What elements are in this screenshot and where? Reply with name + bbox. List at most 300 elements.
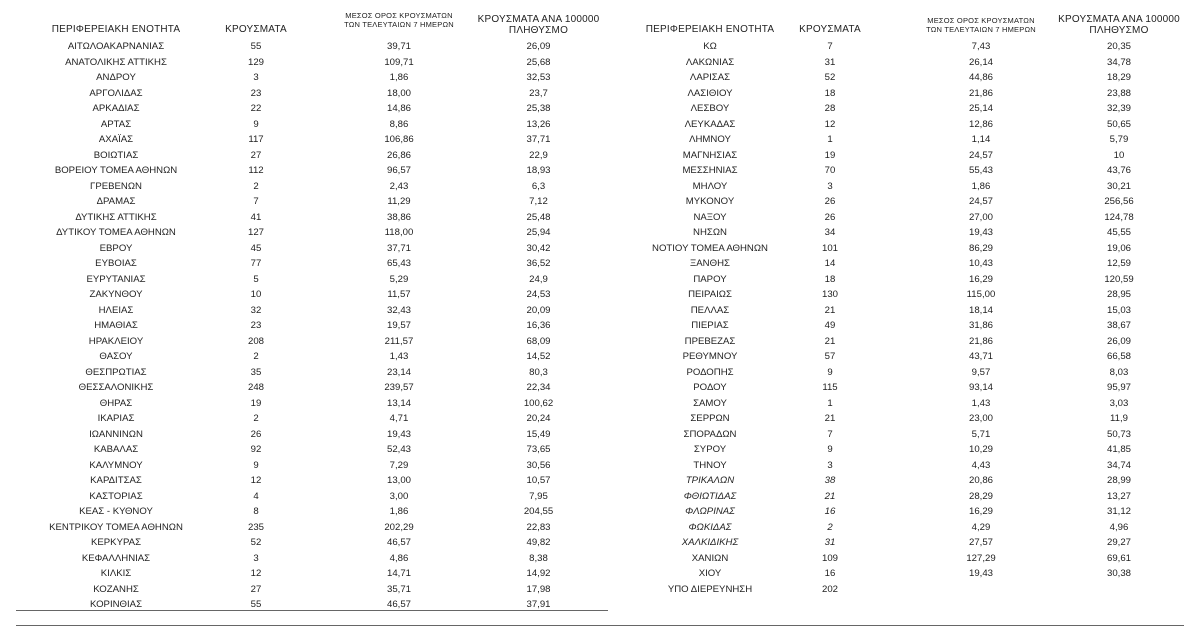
cell-region: ΑΡΤΑΣ xyxy=(100,118,132,130)
cell-avg: 21,86 xyxy=(968,335,993,347)
cell-per-100k: 22,34 xyxy=(526,382,551,393)
table-row xyxy=(16,349,608,365)
cell-cases: 2 xyxy=(827,521,833,533)
cell-avg: 1,86 xyxy=(389,72,409,83)
cell-avg: 5,71 xyxy=(971,428,991,440)
cell-region: ΚΑΒΑΛΑΣ xyxy=(93,444,139,455)
cell-region: ΑΧΑΪΑΣ xyxy=(98,134,134,145)
cell-avg: 93,14 xyxy=(968,382,993,393)
table-row xyxy=(610,582,1184,598)
table-header xyxy=(16,8,608,38)
table-row xyxy=(16,117,608,133)
cell-avg: 13,00 xyxy=(386,475,411,486)
cell-avg: 14,71 xyxy=(386,568,411,579)
cell-avg: 38,86 xyxy=(386,211,411,223)
cell-cases: 3 xyxy=(253,552,259,564)
table-row xyxy=(16,303,608,319)
header-per-line2: ΠΛΗΘΥΣΜΟ xyxy=(1089,25,1149,36)
cell-per-100k: 20,24 xyxy=(526,413,551,424)
table-row xyxy=(16,132,608,148)
cell-avg: 4,29 xyxy=(971,521,991,533)
cell-cases: 10 xyxy=(250,289,262,300)
cell-region: ΜΥΚΟΝΟΥ xyxy=(685,196,735,207)
cell-region: ΛΕΥΚΑΔΑΣ xyxy=(684,118,736,130)
cell-avg: 26,14 xyxy=(968,56,993,68)
left-rows xyxy=(16,39,608,613)
cell-per-100k: 6,3 xyxy=(531,180,546,192)
cell-per-100k: 10 xyxy=(1113,149,1125,161)
cell-region: ΙΚΑΡΙΑΣ xyxy=(97,413,135,424)
cell-region: ΙΩΑΝΝΙΝΩΝ xyxy=(89,428,143,440)
header-region: ΠΕΡΙΦΕΡΕΙΑΚΗ ΕΝΟΤΗΤΑ xyxy=(645,24,775,35)
cell-avg: 37,71 xyxy=(386,242,411,254)
cell-avg: 8,86 xyxy=(389,118,409,130)
right-table xyxy=(610,8,1184,595)
cell-per-100k: 204,55 xyxy=(523,506,554,517)
table-row xyxy=(16,582,608,598)
cell-per-100k: 4,96 xyxy=(1109,521,1129,533)
cell-per-100k: 69,61 xyxy=(1106,552,1131,564)
cell-region: ΕΥΡΥΤΑΝΙΑΣ xyxy=(86,273,146,285)
cell-region: ΣΕΡΡΩΝ xyxy=(690,413,730,424)
cell-cases: 31 xyxy=(824,56,836,68)
cell-per-100k: 15,03 xyxy=(1106,304,1131,316)
cell-region: ΣΥΡΟΥ xyxy=(693,444,727,455)
cell-per-100k: 32,53 xyxy=(526,72,551,83)
cell-region: ΚΙΛΚΙΣ xyxy=(100,568,132,579)
table-row xyxy=(610,210,1184,226)
cell-region: ΡΟΔΟΥ xyxy=(693,382,727,393)
cell-cases: 70 xyxy=(824,165,836,176)
cell-avg: 18,14 xyxy=(968,304,993,316)
cell-cases: 12 xyxy=(250,475,262,486)
cell-per-100k: 50,73 xyxy=(1106,428,1131,440)
cell-region: ΚΑΡΔΙΤΣΑΣ xyxy=(90,475,142,486)
cell-avg: 1,86 xyxy=(971,180,991,192)
header-cases: ΚΡΟΥΣΜΑΤΑ xyxy=(225,24,287,35)
table-row xyxy=(610,55,1184,71)
cell-avg: 28,29 xyxy=(968,490,993,502)
cell-cases: 9 xyxy=(827,366,833,378)
cell-region: ΚΕΡΚΥΡΑΣ xyxy=(90,537,141,548)
cell-region: ΘΕΣΣΑΛΟΝΙΚΗΣ xyxy=(78,382,154,393)
cell-per-100k: 22,83 xyxy=(526,521,551,533)
cell-cases: 49 xyxy=(824,320,836,331)
cell-avg: 12,86 xyxy=(968,118,993,130)
header-cases-per-100k xyxy=(471,14,606,36)
cell-avg: 211,57 xyxy=(384,335,414,347)
cell-avg: 46,57 xyxy=(386,599,411,610)
table-row xyxy=(16,380,608,396)
table-row xyxy=(16,272,608,288)
header-region: ΠΕΡΙΦΕΡΕΙΑΚΗ ΕΝΟΤΗΤΑ xyxy=(51,24,181,35)
cell-avg: 65,43 xyxy=(386,258,411,269)
table-row xyxy=(610,101,1184,117)
cell-per-100k: 50,65 xyxy=(1106,118,1131,130)
cell-avg: 27,57 xyxy=(968,537,993,548)
cell-region: ΦΩΚΙΔΑΣ xyxy=(688,521,732,533)
cell-avg: 39,71 xyxy=(386,41,411,52)
cell-cases: 2 xyxy=(253,351,259,362)
cell-per-100k: 26,09 xyxy=(1106,335,1131,347)
cell-avg: 20,86 xyxy=(968,475,993,486)
cell-avg: 11,57 xyxy=(387,289,411,300)
table-row xyxy=(610,504,1184,520)
cell-region: ΛΑΚΩΝΙΑΣ xyxy=(685,56,735,68)
cell-region: ΘΗΡΑΣ xyxy=(99,397,133,409)
cell-per-100k: 66,58 xyxy=(1106,351,1131,362)
table-row xyxy=(16,179,608,195)
cell-region: ΞΑΝΘΗΣ xyxy=(690,258,730,269)
cell-avg: 10,43 xyxy=(968,258,993,269)
header-per-line1: ΚΡΟΥΣΜΑΤΑ ΑΝΑ 100000 xyxy=(477,14,600,25)
cell-cases: 14 xyxy=(824,258,836,269)
cell-per-100k: 12,59 xyxy=(1106,258,1131,269)
cell-region: ΠΕΛΛΑΣ xyxy=(690,304,730,316)
cell-cases: 112 xyxy=(248,165,264,176)
cell-per-100k: 73,65 xyxy=(526,444,551,455)
cell-per-100k: 124,78 xyxy=(1104,211,1134,223)
table-row xyxy=(16,287,608,303)
cell-per-100k: 30,21 xyxy=(1106,180,1131,192)
table-row xyxy=(610,427,1184,443)
cell-cases: 28 xyxy=(824,103,836,114)
table-row xyxy=(610,148,1184,164)
cell-region: ΠΑΡΟΥ xyxy=(693,273,727,285)
cell-per-100k: 30,42 xyxy=(526,242,551,254)
cell-avg: 7,43 xyxy=(971,41,991,52)
cell-per-100k: 8,03 xyxy=(1109,366,1129,378)
cell-per-100k: 41,85 xyxy=(1106,444,1131,455)
cell-avg: 109,71 xyxy=(384,56,414,68)
cell-region: ΕΥΒΟΙΑΣ xyxy=(95,258,137,269)
cell-per-100k: 30,56 xyxy=(526,459,551,471)
cell-per-100k: 22,9 xyxy=(529,149,548,161)
cell-region: ΑΡΓΟΛΙΔΑΣ xyxy=(89,87,143,99)
cell-per-100k: 29,27 xyxy=(1106,537,1131,548)
divider-line xyxy=(16,610,608,611)
cell-cases: 12 xyxy=(250,568,262,579)
cell-cases: 26 xyxy=(250,428,262,440)
table-row xyxy=(610,520,1184,536)
table-row xyxy=(16,365,608,381)
header-avg-7-days xyxy=(906,16,1056,34)
cell-cases: 21 xyxy=(824,304,836,316)
cell-region: ΥΠΟ ΔΙΕΡΕΥΝΗΣΗ xyxy=(667,583,753,595)
header-avg-line2: ΤΩΝ ΤΕΛΕΥΤΑΙΩΝ 7 ΗΜΕΡΩΝ xyxy=(344,20,454,29)
cell-per-100k: 26,09 xyxy=(526,41,551,52)
header-avg-line2: ΤΩΝ ΤΕΛΕΥΤΑΙΩΝ 7 ΗΜΕΡΩΝ xyxy=(926,25,1036,34)
cell-region: ΠΙΕΡΙΑΣ xyxy=(691,320,729,331)
cell-avg: 10,29 xyxy=(968,444,993,455)
cell-region: ΜΗΛΟΥ xyxy=(692,180,728,192)
cell-cases: 109 xyxy=(821,552,838,564)
cell-region: ΠΡΕΒΕΖΑΣ xyxy=(684,335,736,347)
cell-avg: 18,00 xyxy=(386,87,411,99)
cell-region: ΛΑΣΙΘΙΟΥ xyxy=(687,87,733,99)
cell-cases: 7 xyxy=(253,196,259,207)
cell-cases: 34 xyxy=(824,227,836,238)
cell-avg: 115,00 xyxy=(966,289,996,300)
cell-avg: 27,00 xyxy=(968,211,993,223)
cell-avg: 24,57 xyxy=(968,149,993,161)
cell-per-100k: 18,93 xyxy=(526,165,551,176)
cell-region: ΜΑΓΝΗΣΙΑΣ xyxy=(682,149,738,161)
table-row xyxy=(610,473,1184,489)
cell-avg: 96,57 xyxy=(386,165,411,176)
cell-region: ΚΑΛΥΜΝΟΥ xyxy=(89,459,143,471)
cell-cases: 77 xyxy=(250,258,262,269)
cell-region: ΗΛΕΙΑΣ xyxy=(98,304,134,316)
table-row xyxy=(610,411,1184,427)
cell-region: ΔΡΑΜΑΣ xyxy=(96,196,136,207)
cell-per-100k: 23,88 xyxy=(1106,87,1131,99)
table-row xyxy=(16,473,608,489)
cell-avg: 127,29 xyxy=(966,552,996,564)
cell-avg: 24,57 xyxy=(968,196,993,207)
header-cases: ΚΡΟΥΣΜΑΤΑ xyxy=(799,24,861,35)
cell-per-100k: 32,39 xyxy=(1106,103,1131,114)
cell-per-100k: 8,38 xyxy=(529,552,548,564)
cell-avg: 31,86 xyxy=(968,320,993,331)
cell-per-100k: 15,49 xyxy=(526,428,551,440)
cell-region: ΚΕΑΣ - ΚΥΘΝΟΥ xyxy=(79,506,153,517)
cell-per-100k: 18,29 xyxy=(1106,72,1131,83)
cell-region: ΛΑΡΙΣΑΣ xyxy=(689,72,731,83)
cell-per-100k: 30,38 xyxy=(1106,568,1131,579)
cell-cases: 21 xyxy=(824,490,836,502)
cell-region: ΒΟΡΕΙΟΥ ΤΟΜΕΑ ΑΘΗΝΩΝ xyxy=(54,165,178,176)
cell-avg: 14,86 xyxy=(386,103,411,114)
cell-avg: 4,86 xyxy=(389,552,409,564)
cell-avg: 13,14 xyxy=(386,397,411,409)
table-row xyxy=(610,179,1184,195)
cell-per-100k: 34,78 xyxy=(1106,56,1131,68)
cell-avg: 19,43 xyxy=(386,428,411,440)
table-row xyxy=(610,256,1184,272)
cell-cases: 27 xyxy=(250,583,262,595)
table-row xyxy=(610,334,1184,350)
cell-per-100k: 24,9 xyxy=(529,273,548,285)
cell-cases: 41 xyxy=(250,211,262,223)
header-per-line1: ΚΡΟΥΣΜΑΤΑ ΑΝΑ 100000 xyxy=(1058,14,1180,25)
table-row xyxy=(610,225,1184,241)
cell-region: ΜΕΣΣΗΝΙΑΣ xyxy=(682,165,738,176)
table-row xyxy=(16,39,608,55)
cell-per-100k: 17,98 xyxy=(526,583,551,595)
cell-per-100k: 19,06 xyxy=(1106,242,1131,254)
cell-region: ΚΟΖΑΝΗΣ xyxy=(93,583,139,595)
cell-per-100k: 256,56 xyxy=(1104,196,1134,207)
cell-per-100k: 45,55 xyxy=(1106,227,1131,238)
cell-region: ΑΝΔΡΟΥ xyxy=(96,72,136,83)
cell-cases: 5 xyxy=(253,273,259,285)
cell-cases: 7 xyxy=(827,41,833,52)
table-row xyxy=(16,566,608,582)
cell-cases: 9 xyxy=(827,444,833,455)
cell-per-100k: 20,09 xyxy=(526,304,551,316)
cell-avg: 21,86 xyxy=(968,87,993,99)
table-row xyxy=(610,566,1184,582)
cell-cases: 38 xyxy=(824,475,836,486)
cell-cases: 19 xyxy=(824,149,836,161)
cell-cases: 8 xyxy=(253,506,259,517)
table-row xyxy=(610,303,1184,319)
cell-avg: 52,43 xyxy=(386,444,411,455)
cell-avg: 19,43 xyxy=(968,227,993,238)
cell-cases: 7 xyxy=(827,428,833,440)
cell-per-100k: 43,76 xyxy=(1106,165,1131,176)
cell-cases: 45 xyxy=(250,242,262,254)
cell-avg: 19,43 xyxy=(968,568,993,579)
cell-per-100k: 38,67 xyxy=(1106,320,1131,331)
cell-region: ΑΡΚΑΔΙΑΣ xyxy=(92,103,140,114)
cell-cases: 3 xyxy=(253,72,259,83)
cell-region: ΦΘΙΩΤΙΔΑΣ xyxy=(683,490,737,502)
cell-region: ΑΙΤΩΛΟΑΚΑΡΝΑΝΙΑΣ xyxy=(67,41,165,52)
cell-avg: 5,29 xyxy=(389,273,409,285)
table-row xyxy=(610,70,1184,86)
cell-per-100k: 49,82 xyxy=(526,537,551,548)
cell-per-100k: 5,79 xyxy=(1109,134,1129,145)
cell-avg: 202,29 xyxy=(384,521,414,533)
cell-cases: 21 xyxy=(824,335,836,347)
cell-region: ΚΕΦΑΛΛΗΝΙΑΣ xyxy=(81,552,151,564)
cell-avg: 9,57 xyxy=(971,366,991,378)
cell-avg: 11,29 xyxy=(387,196,411,207)
cell-region: ΣΠΟΡΑΔΩΝ xyxy=(683,428,737,440)
table-row xyxy=(16,55,608,71)
header-avg-line1: ΜΕΣΟΣ ΟΡΟΣ ΚΡΟΥΣΜΑΤΩΝ xyxy=(927,16,1035,25)
right-rows xyxy=(610,39,1184,597)
cell-cases: 2 xyxy=(253,413,259,424)
cell-avg: 3,00 xyxy=(389,490,409,502)
cell-region: ΚΑΣΤΟΡΙΑΣ xyxy=(89,490,143,502)
cell-region: ΡΕΘΥΜΝΟΥ xyxy=(682,351,738,362)
cell-avg: 16,29 xyxy=(968,506,993,517)
cell-per-100k: 25,94 xyxy=(526,227,551,238)
table-row xyxy=(16,225,608,241)
table-row xyxy=(16,210,608,226)
cell-avg: 44,86 xyxy=(968,72,993,83)
cell-per-100k: 80,3 xyxy=(529,366,548,378)
cell-avg: 16,29 xyxy=(968,273,993,285)
table-row xyxy=(16,442,608,458)
cell-region: ΚΕΝΤΡΙΚΟΥ ΤΟΜΕΑ ΑΘΗΝΩΝ xyxy=(49,521,183,533)
table-row xyxy=(610,396,1184,412)
table-row xyxy=(16,520,608,536)
cell-per-100k: 34,74 xyxy=(1106,459,1131,471)
cell-cases: 130 xyxy=(821,289,838,300)
cell-region: ΔΥΤΙΚΗΣ ΑΤΤΙΚΗΣ xyxy=(75,211,157,223)
header-avg-7-days xyxy=(324,11,474,29)
table-row xyxy=(16,241,608,257)
table-row xyxy=(16,411,608,427)
table-row xyxy=(610,117,1184,133)
cell-per-100k: 31,12 xyxy=(1106,506,1131,517)
cell-per-100k: 3,03 xyxy=(1109,397,1129,409)
cell-cases: 21 xyxy=(824,413,836,424)
cell-region: ΕΒΡΟΥ xyxy=(99,242,133,254)
table-row xyxy=(610,380,1184,396)
table-row xyxy=(16,396,608,412)
cell-per-100k: 14,92 xyxy=(526,568,551,579)
cell-per-100k: 25,38 xyxy=(526,103,551,114)
table-row xyxy=(16,334,608,350)
cell-region: ΣΑΜΟΥ xyxy=(693,397,727,409)
cell-region: ΑΝΑΤΟΛΙΚΗΣ ΑΤΤΙΚΗΣ xyxy=(65,56,167,68)
cell-cases: 55 xyxy=(250,41,262,52)
cell-cases: 52 xyxy=(250,537,262,548)
cell-per-100k: 11,9 xyxy=(1110,413,1128,424)
table-row xyxy=(610,132,1184,148)
cell-region: ΓΡΕΒΕΝΩΝ xyxy=(90,180,142,192)
cell-per-100k: 68,09 xyxy=(526,335,551,347)
cell-cases: 1 xyxy=(827,397,833,409)
cell-avg: 43,71 xyxy=(968,351,993,362)
table-row xyxy=(16,427,608,443)
cell-cases: 12 xyxy=(824,118,836,130)
cell-region: ΘΕΣΠΡΩΤΙΑΣ xyxy=(85,366,147,378)
cell-cases: 18 xyxy=(824,87,836,99)
cell-region: ΗΜΑΘΙΑΣ xyxy=(94,320,138,331)
table-row xyxy=(610,163,1184,179)
cell-cases: 18 xyxy=(824,273,836,285)
cell-per-100k: 13,27 xyxy=(1106,490,1131,502)
table-row xyxy=(16,194,608,210)
cell-cases: 52 xyxy=(824,72,836,83)
table-row xyxy=(610,535,1184,551)
cell-region: ΛΗΜΝΟΥ xyxy=(689,134,731,145)
cell-cases: 101 xyxy=(821,242,838,254)
table-row xyxy=(610,349,1184,365)
cell-cases: 3 xyxy=(827,459,833,471)
cell-avg: 25,14 xyxy=(968,103,993,114)
cell-avg: 35,71 xyxy=(386,583,411,595)
cell-cases: 4 xyxy=(253,490,259,502)
table-row xyxy=(610,39,1184,55)
cell-avg: 1,14 xyxy=(971,134,991,145)
table-row xyxy=(16,163,608,179)
cell-avg: 1,86 xyxy=(389,506,409,517)
cell-avg: 4,43 xyxy=(971,459,991,471)
cell-per-100k: 28,95 xyxy=(1106,289,1131,300)
cell-region: ΡΟΔΟΠΗΣ xyxy=(686,366,734,378)
table-row xyxy=(16,101,608,117)
cell-cases: 129 xyxy=(247,56,264,68)
table-row xyxy=(16,256,608,272)
table-row xyxy=(16,70,608,86)
cell-cases: 117 xyxy=(248,134,264,145)
header-cases-per-100k xyxy=(1054,14,1184,36)
cell-avg: 106,86 xyxy=(384,134,414,145)
cell-avg: 23,00 xyxy=(968,413,993,424)
cell-cases: 26 xyxy=(824,196,836,207)
table-row xyxy=(610,318,1184,334)
table-row xyxy=(16,318,608,334)
cell-region: ΝΟΤΙΟΥ ΤΟΜΕΑ ΑΘΗΝΩΝ xyxy=(652,242,768,254)
cell-cases: 235 xyxy=(247,521,264,533)
cell-cases: 2 xyxy=(253,180,259,192)
table-row xyxy=(610,86,1184,102)
cell-cases: 57 xyxy=(824,351,836,362)
cell-per-100k: 23,7 xyxy=(529,87,548,99)
cell-avg: 239,57 xyxy=(384,382,414,393)
cell-avg: 46,57 xyxy=(386,537,411,548)
cell-per-100k: 20,35 xyxy=(1106,41,1131,52)
cell-cases: 16 xyxy=(824,506,836,517)
cell-per-100k: 25,68 xyxy=(526,56,551,68)
